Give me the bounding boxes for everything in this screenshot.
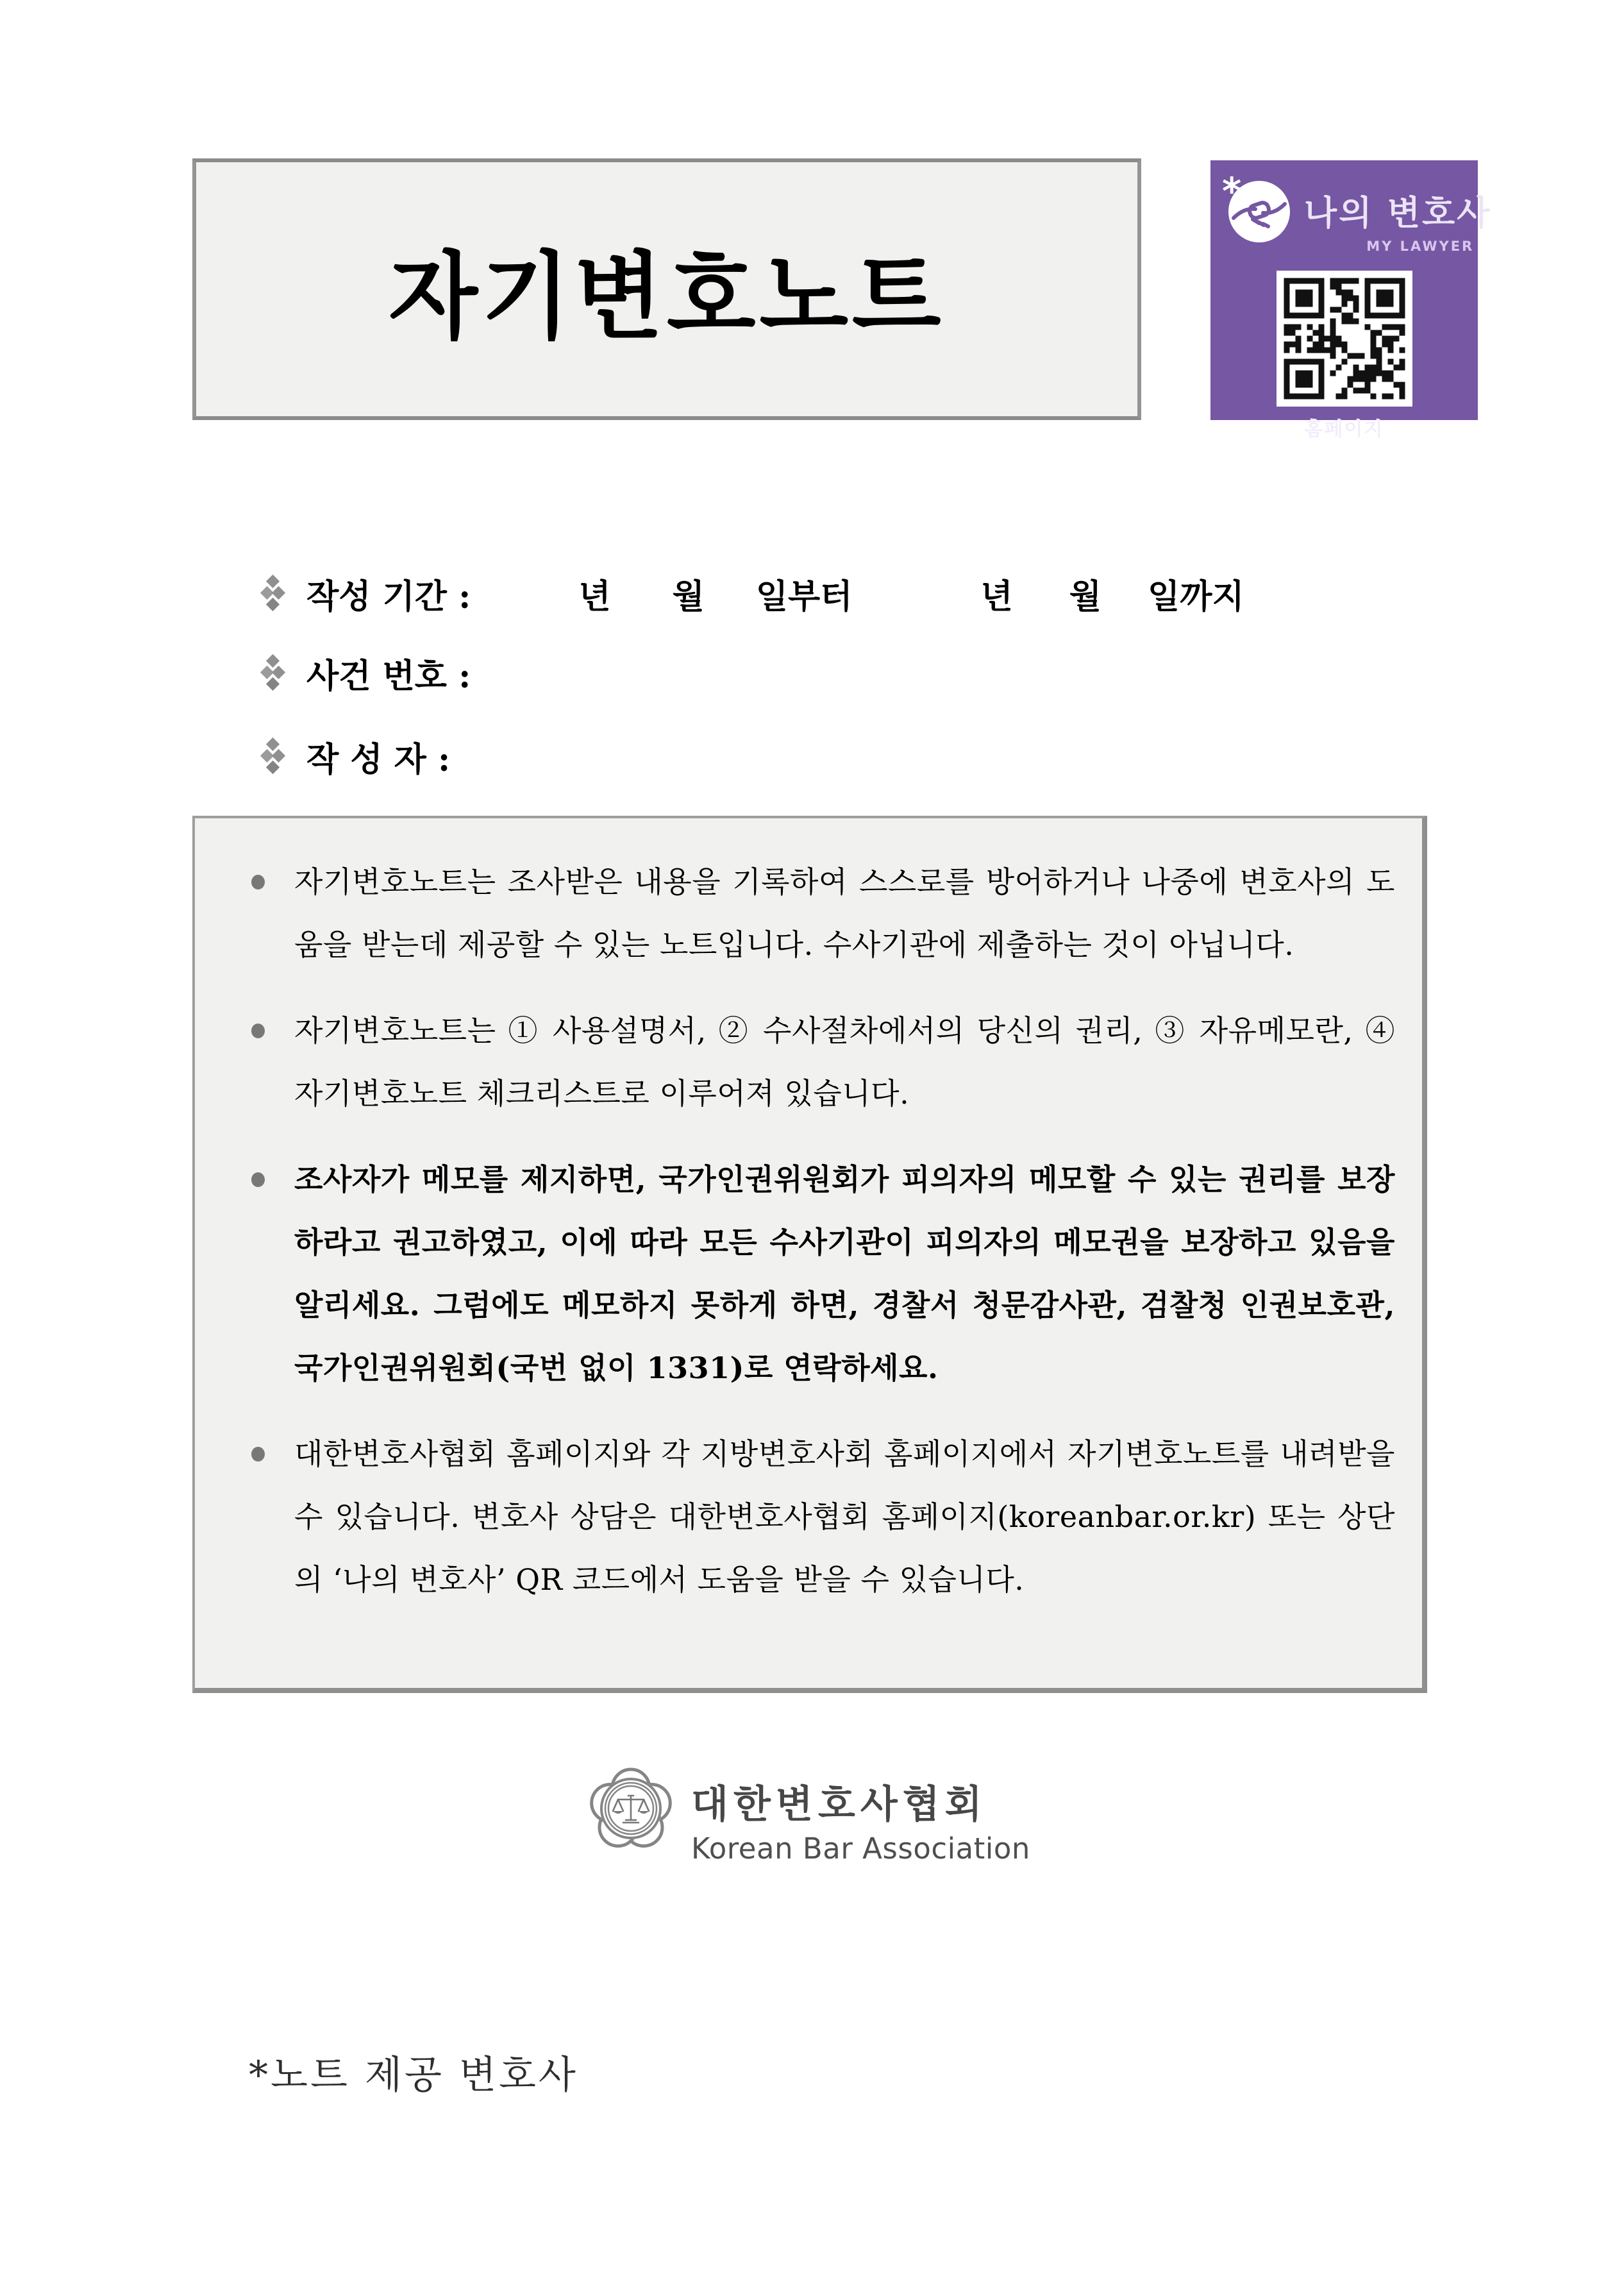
list-item [251, 1148, 1395, 1399]
instructions-box [192, 816, 1427, 1693]
list-item [251, 999, 1395, 1125]
field-token-month1: 월 [672, 577, 705, 616]
title-box [192, 158, 1141, 420]
field-token-year2: 년 [980, 577, 1013, 616]
dot-bullet-icon [251, 1447, 265, 1462]
badge-title-ko: 나의 변호사 [1304, 194, 1492, 233]
qr-caption: 홈페이지 [1304, 418, 1384, 441]
kba-flower-scales-emblem [589, 1765, 673, 1853]
field-token-month2: 월 [1069, 577, 1101, 616]
badge-logo-row [1210, 160, 1492, 254]
list-item [251, 850, 1395, 976]
four-diamond-bullet-icon [262, 576, 285, 611]
kba-name-english: Korean Bar Association [691, 1832, 1030, 1866]
qr-plate [1277, 271, 1412, 407]
badge-title-en: MY LAWYER [1366, 239, 1475, 254]
kba-logo [589, 1765, 1030, 1866]
dot-bullet-icon [251, 1024, 265, 1038]
page-title: 자기변호노트 [389, 242, 945, 352]
handshake-logo [1222, 169, 1291, 244]
note-provider-label: *노트 제공 변호사 [249, 2053, 578, 2098]
list-item [251, 1422, 1395, 1611]
instructions-list [251, 850, 1395, 1611]
four-diamond-bullet-icon [262, 655, 285, 690]
instruction-text-3: 조사자가 메모를 제지하면, 국가인권위원회가 피의자의 메모할 수 있는 권리를 보장하라고 권고하였고, 이에 따라 모든 수사기관이 피의자의 메모권을 보장하고 있음을 알리세요. 그럼에도 메모하지 못하게 하면, 경찰서 청문감사관, 검찰청 인권보호관, 국가인권위원회(국번 없이 1331)로 연락하세요. [294, 1162, 1395, 1385]
four-diamond-bullet-icon [262, 739, 285, 773]
dot-bullet-icon [251, 1172, 265, 1187]
kba-text [691, 1774, 1030, 1866]
field-label-case-number: 사건 번호 : [306, 656, 471, 696]
asterisk-mark: * [1222, 169, 1242, 213]
instruction-text-2: 자기변호노트는 ① 사용설명서, ② 수사절차에서의 당신의 권리, ③ 자유메모란, ④ 자기변호노트 체크리스트로 이루어져 있습니다. [294, 1013, 1395, 1111]
field-token-dayfrom: 일부터 [755, 577, 853, 616]
instruction-text-4: 대한변호사협회 홈페이지와 각 지방변호사회 홈페이지에서 자기변호노트를 내려받을 수 있습니다. 변호사 상담은 대한변호사협회 홈페이지(koreanbar.or.kr) 또는 상단의 ‘나의 변호사’ QR 코드에서 도움을 받을 수 있습니다. [294, 1437, 1395, 1597]
badge-titles [1304, 186, 1491, 254]
kba-name-korean: 대한변호사협회 [691, 1782, 987, 1827]
dot-bullet-icon [251, 875, 265, 889]
field-token-year1: 년 [578, 577, 611, 616]
instruction-text-1: 자기변호노트는 조사받은 내용을 기록하여 스스로를 방어하거나 나중에 변호사의 도움을 받는데 제공할 수 있는 노트입니다. 수사기관에 제출하는 것이 아닙니다. [294, 864, 1395, 962]
field-row-case-number [262, 653, 471, 696]
field-label-period: 작성 기간 : [306, 577, 471, 616]
field-token-dayto: 일까지 [1147, 577, 1244, 616]
field-label-author: 작 성 자 : [306, 739, 451, 779]
field-row-author [262, 736, 451, 779]
field-row-period [262, 573, 1244, 616]
my-lawyer-badge [1210, 160, 1492, 441]
qr-code [1281, 275, 1408, 402]
